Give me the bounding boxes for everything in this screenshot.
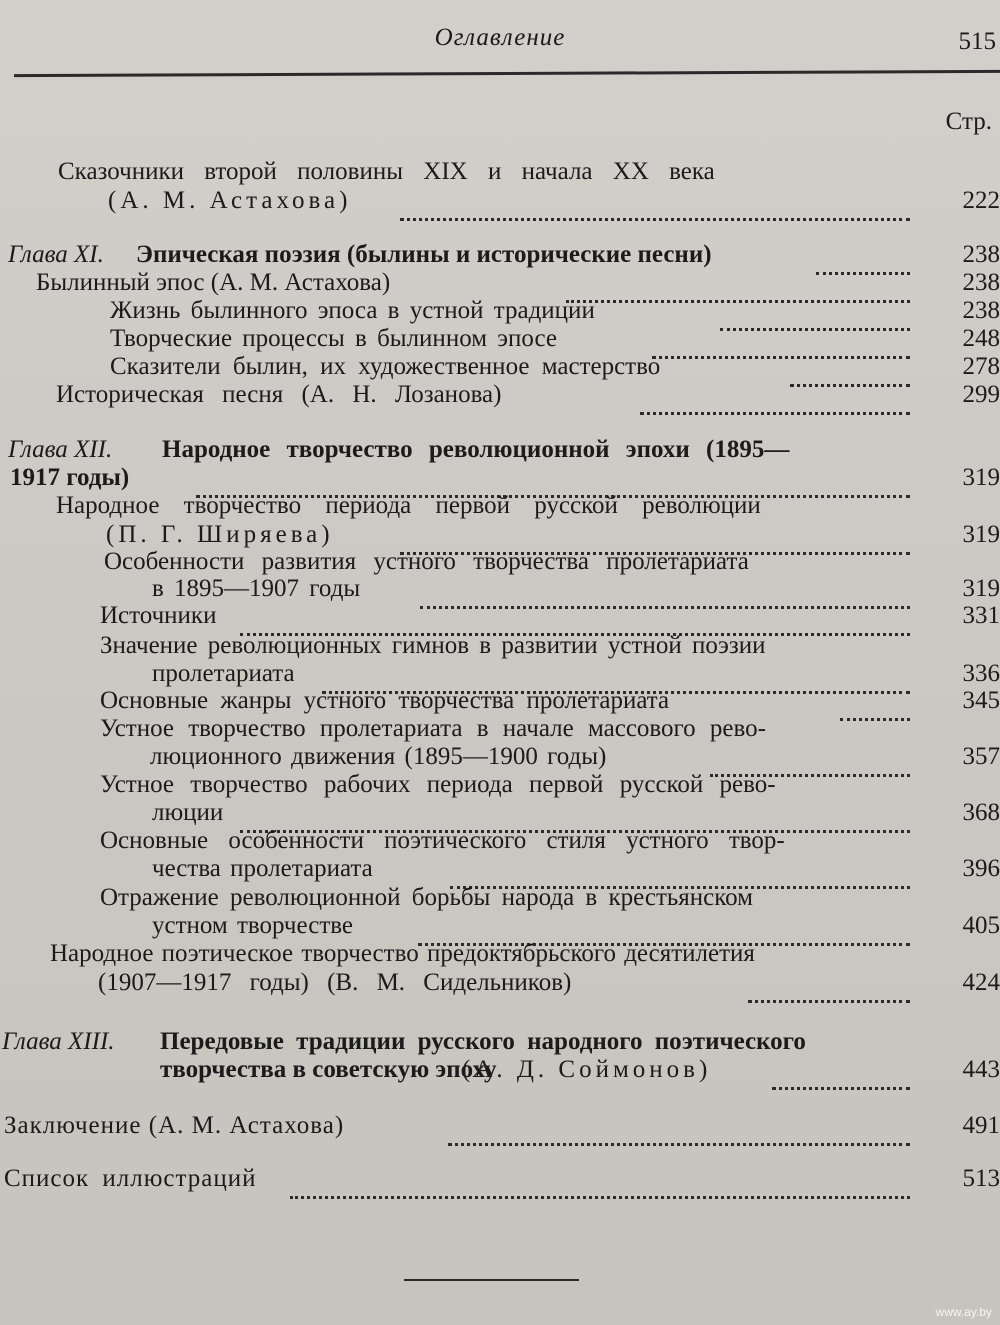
toc-line: (1907—1917 годы) (В. М. Сидельников) 424 — [0, 968, 1000, 998]
watermark: www.ay.by — [935, 1305, 992, 1319]
toc-line: люционного движения (1895—1900 годы) 357 — [0, 742, 1000, 772]
toc-line: Отражение революционной борьбы народа в крестьянском — [100, 884, 753, 911]
toc-line: Народное творчество периода первой русской революции — [56, 492, 761, 519]
toc-line: в 1895—1907 годы 319 — [0, 574, 1000, 604]
toc-line: Основные особенности поэтического стиля устного твор- — [100, 827, 785, 854]
dot-leader — [290, 1176, 910, 1199]
chapter-line: Глава XI. Эпическая поэзия (былины и исторические песни) 238 — [0, 240, 1000, 270]
page-ref: 238 — [962, 241, 1000, 268]
dot-leader — [640, 392, 910, 415]
toc-line: (А. М. Астахова) 222 — [0, 186, 1000, 216]
page-ref: 222 — [962, 187, 1000, 214]
toc-line: Историческая песня (А. Н. Лозанова) 299 — [0, 380, 1000, 410]
dot-leader — [748, 980, 910, 1003]
header-rule — [14, 70, 1000, 77]
toc-line: Устное творчество рабочих периода первой русской рево- — [100, 771, 776, 798]
chapter-line: Глава XIII. Передовые традиции русского народного поэтического — [2, 1028, 806, 1055]
page-ref: 405 — [962, 912, 1000, 939]
toc-line: Значение революционных гимнов в развитии устной поэзии — [100, 632, 766, 659]
toc-line: Жизнь былинного эпоса в устной традиции 238 — [0, 296, 1000, 326]
page-ref: 319 — [962, 575, 1000, 602]
page-ref: 424 — [962, 969, 1000, 996]
toc-line: Особенности развития устного творчества пролетариата — [104, 548, 749, 575]
page-ref: 513 — [962, 1165, 1000, 1192]
dot-leader — [772, 1067, 910, 1090]
page-ref: 443 — [962, 1056, 1000, 1083]
toc-line: люции 368 — [0, 798, 1000, 828]
page-ref: 396 — [962, 855, 1000, 882]
page-ref: 319 — [962, 521, 1000, 548]
toc-line: Источники 331 — [0, 601, 1000, 631]
chapter-line: творчества в советскую эпоху (А. Д. Соймонов) 443 — [0, 1055, 1000, 1085]
toc-line: пролетариата 336 — [0, 659, 1000, 689]
toc-line: Народное поэтическое творчество предоктябрьского десятилетия — [50, 940, 755, 967]
page-ref: 238 — [962, 297, 1000, 324]
dot-leader — [448, 1123, 910, 1146]
toc-line: Сказители былин, их художественное мастерство 278 — [0, 352, 1000, 382]
toc-line: Основные жанры устного творчества пролетариата 345 — [0, 686, 1000, 716]
page-ref: 319 — [962, 464, 1000, 491]
page-ref: 278 — [962, 353, 1000, 380]
toc-line: Заключение (А. М. Астахова) 491 — [0, 1111, 1000, 1141]
toc-line: Устное творчество пролетариата в начале массового рево- — [100, 715, 766, 742]
page-ref: 357 — [962, 743, 1000, 770]
toc-line: чества пролетариата 396 — [0, 854, 1000, 884]
running-title: Оглавление — [434, 24, 566, 51]
toc-line: Творческие процессы в былинном эпосе 248 — [0, 324, 1000, 354]
page-ref: 238 — [962, 269, 1000, 296]
page-ref: 368 — [962, 799, 1000, 826]
toc-line: Список иллюстраций 513 — [0, 1164, 1000, 1194]
page-column-label: Стр. — [945, 108, 992, 135]
closing-rule — [404, 1279, 579, 1281]
page-ref: 345 — [962, 687, 1000, 714]
toc-line: Сказочники второй половины XIX и начала XX века — [58, 158, 715, 185]
toc-line: (П. Г. Ширяева) 319 — [0, 520, 1000, 550]
page-ref: 331 — [962, 602, 1000, 629]
page-ref: 248 — [962, 325, 1000, 352]
page-number: 515 — [958, 28, 996, 55]
dot-leader — [400, 198, 910, 221]
chapter-line: 1917 годы) 319 — [0, 463, 1000, 493]
chapter-line: Глава XII. Народное творчество революционной эпохи (1895— — [8, 436, 790, 463]
page-ref: 299 — [962, 381, 1000, 408]
page-ref: 491 — [962, 1112, 1000, 1139]
toc-line: устном творчестве 405 — [0, 911, 1000, 941]
page-ref: 336 — [962, 660, 1000, 687]
toc-line: Былинный эпос (А. М. Астахова) 238 — [0, 268, 1000, 298]
